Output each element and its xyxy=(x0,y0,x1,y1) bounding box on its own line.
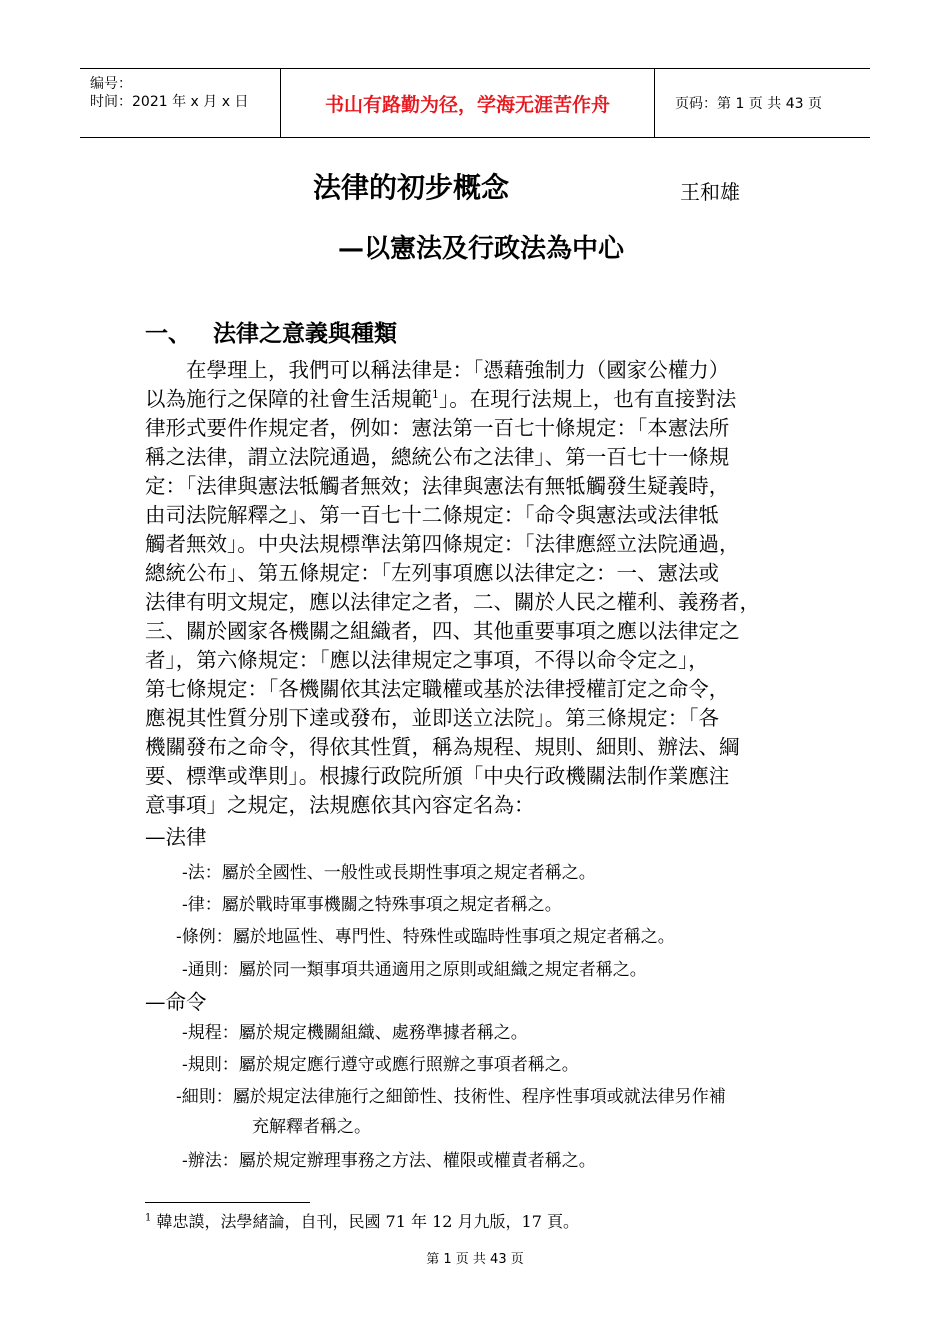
paragraph-line: 機關發布之命令，得依其性質，稱為規程、規則、細則、辦法、綱 xyxy=(145,735,740,759)
order-item: -規程：屬於規定機關組織、處務準據者稱之。 xyxy=(182,1023,528,1043)
section-heading xyxy=(145,315,397,348)
paragraph-line-part: 以為施行之保障的社會生活規範 xyxy=(145,387,432,411)
law-item: -條例：屬於地區性、專門性、特殊性或臨時性事項之規定者稱之。 xyxy=(176,927,675,947)
time-label: 时间：2021 年 x 月 x 日 xyxy=(90,94,249,110)
order-item: -辦法：屬於規定辦理事務之方法、權限或權責者稱之。 xyxy=(182,1151,596,1171)
page-label-cell xyxy=(665,69,870,137)
paragraph-line: 三、關於國家各機關之組織者，四、其他重要事項之應以法律定之 xyxy=(145,619,740,643)
document-subtitle: —以憲法及行政法為中心 xyxy=(338,234,625,264)
footnote-text: 韓忠謨，法學緒論，自刊，民國 71 年 12 月九版，17 頁。 xyxy=(156,1212,579,1231)
law-item: -通則：屬於同一類事項共通適用之原則或組織之規定者稱之。 xyxy=(182,960,647,980)
number-label: 编号： xyxy=(90,76,132,92)
page-footer: 第 1 页 共 43 页 xyxy=(426,1252,524,1267)
paragraph-line: 者」，第六條規定：「應以法律規定之事項，不得以命令定之」， xyxy=(145,648,709,672)
paragraph-line-part: 」。在現行法規上，也有直接對法 xyxy=(439,387,737,411)
paragraph-line: 定：「法律與憲法牴觸者無效；法律與憲法有無牴觸發生疑義時， xyxy=(145,474,730,498)
section-title: 法律之意義與種類 xyxy=(213,320,397,347)
footnote xyxy=(145,1209,579,1232)
paragraph-line: 由司法院解釋之」、第一百七十二條規定：「命令與憲法或法律牴 xyxy=(145,503,719,527)
page-label: 页码：第 1 页 共 43 页 xyxy=(675,96,822,112)
paragraph-line xyxy=(145,385,810,414)
paragraph-line: 第七條規定：「各機關依其法定職權或基於法律授權訂定之命令， xyxy=(145,677,730,701)
law-item: -律：屬於戰時軍事機關之特殊事項之規定者稱之。 xyxy=(182,895,562,915)
order-item-continuation: 充解釋者稱之。 xyxy=(252,1117,371,1137)
author-name: 王和雄 xyxy=(680,180,740,204)
footnote-mark: 1 xyxy=(145,1212,152,1224)
paragraph-line: 觸者無效」。中央法規標準法第四條規定：「法律應經立法院通過， xyxy=(145,532,740,556)
law-item: -法：屬於全國性、一般性或長期性事項之規定者稱之。 xyxy=(182,863,596,883)
paragraph-line: 應視其性質分別下達或發布，並即送立法院」。第三條規定：「各 xyxy=(145,706,719,730)
paragraph-line: 總統公布」、第五條規定：「左列事項應以法律定之：一、憲法或 xyxy=(145,561,719,585)
footnote-reference: 1 xyxy=(432,388,439,402)
header-meta-cell xyxy=(80,69,281,137)
footnote-separator xyxy=(145,1202,310,1203)
paragraph-line: 意事項」之規定，法規應依其內容定名為： xyxy=(145,793,535,817)
paragraph-line: 稱之法律，謂立法院通過，總統公布之法律」、第一百七十一條規 xyxy=(145,445,730,469)
paragraph-line: 法律有明文規定，應以法律定之者，二、關於人民之權利、義務者， xyxy=(145,590,760,614)
document-title: 法律的初步概念 xyxy=(313,171,510,204)
order-item: -規則：屬於規定應行遵守或應行照辦之事項者稱之。 xyxy=(182,1055,579,1075)
paragraph-line: 在學理上，我們可以稱法律是：「憑藉強制力（國家公權力） xyxy=(145,358,730,382)
paragraph-line: 律形式要件作規定者，例如：憲法第一百七十條規定：「本憲法所 xyxy=(145,416,730,440)
law-group-label: —法律 xyxy=(145,825,207,849)
motto: 书山有路勤为径，学海无涯苦作舟 xyxy=(281,69,655,137)
paragraph-line: 要、標準或準則」。根據行政院所頒「中央行政機關法制作業應注 xyxy=(145,764,730,788)
order-group-label: —命令 xyxy=(145,990,207,1014)
order-item: -細則：屬於規定法律施行之細節性、技術性、程序性事項或就法律另作補 xyxy=(176,1087,726,1107)
header-table xyxy=(80,68,870,138)
section-number: 一、 xyxy=(145,320,191,347)
body-paragraph xyxy=(145,356,810,820)
